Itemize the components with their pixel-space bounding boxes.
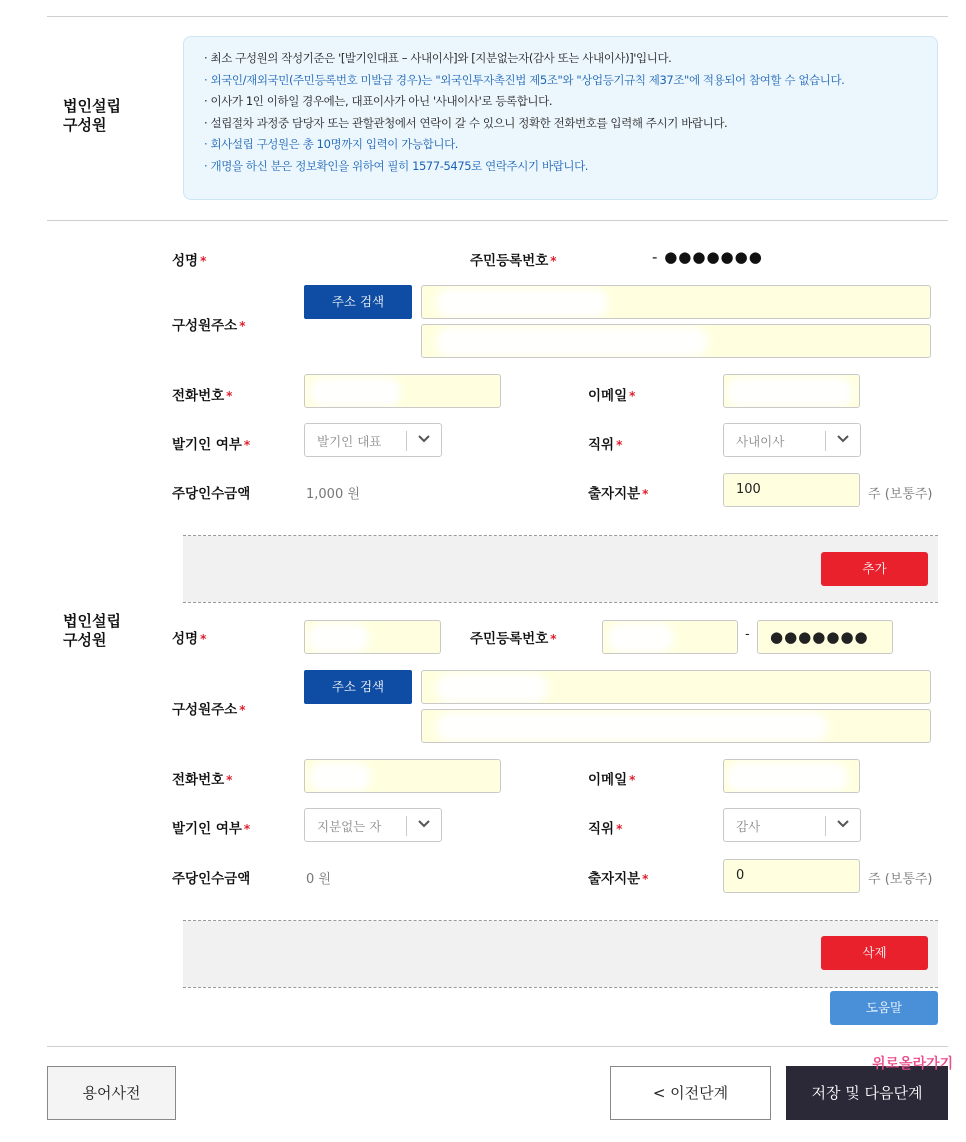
save-next-button[interactable]: 저장 및 다음단계 [786,1066,948,1120]
required-mark: * [642,872,649,886]
share-value: 100 [736,482,761,497]
share-label: 출자지분 * [588,486,649,502]
address-label: 구성원주소 * [172,702,246,718]
required-mark: * [616,438,623,452]
add-member-button[interactable]: 추가 [821,552,928,586]
info-line-2: · 외국인/재외국민(주민등록번호 미발급 경우)는 "외국인투자촉진법 제5조"와 "상업등기규칙 제37조"에 적용되어 참여할 수 없습니다. [204,72,845,87]
position-label: 직위 * [588,821,623,837]
address-search-button[interactable]: 주소 검색 [304,670,412,704]
promoter-select-value: 발기인 대표 [317,434,382,449]
share-field[interactable] [723,473,860,507]
position-select-value: 감사 [736,819,761,834]
promoter-label: 발기인 여부 * [172,821,251,837]
delete-member-button[interactable]: 삭제 [821,936,928,970]
required-mark: * [226,389,233,403]
prev-step-button[interactable]: < 이전단계 [610,1066,771,1120]
top-divider [47,16,948,17]
required-mark: * [550,632,557,646]
position-label: 직위 * [588,437,623,453]
phone-field[interactable] [304,374,501,408]
required-mark: * [239,319,246,333]
dictionary-button[interactable]: 용어사전 [47,1066,176,1120]
chevron-down-icon [836,816,850,830]
required-mark: * [616,822,623,836]
chevron-down-icon [836,431,850,445]
rrn-dash: - [745,627,750,642]
phone-field[interactable] [304,759,501,793]
dashed-divider [183,602,938,603]
price-value: 0 원 [306,872,331,887]
address-field-2[interactable] [421,324,931,358]
section-label-line1: 법인설립 [63,97,121,115]
position-select[interactable] [723,423,861,457]
info-line-3: · 이사가 1인 이하일 경우에는, 대표이사가 아닌 '사내이사'로 등록합니다. [204,94,553,108]
info-section-label [63,97,121,135]
section-label-line2: 구성원 [63,116,107,134]
rrn-back-masked: ●●●●●●● [770,628,869,646]
required-mark: * [642,487,649,501]
dashed-divider [183,987,938,988]
price-label: 주당인수금액 [172,871,251,887]
name-label: 성명 * [172,631,207,647]
rrn-masked: - ●●●●●●● [652,248,763,266]
address-label: 구성원주소 * [172,318,246,334]
email-field[interactable] [723,374,860,408]
name-label: 성명 * [172,253,207,269]
required-mark: * [200,632,207,646]
address-field-1[interactable] [421,285,931,319]
required-mark: * [226,773,233,787]
chevron-down-icon [417,816,431,830]
email-label: 이메일 * [588,772,636,788]
required-mark: * [629,773,636,787]
select-divider [406,816,407,836]
footer-divider [47,1046,948,1047]
info-line-5: · 회사설립 구성원은 총 10명까지 입력이 가능합니다. [204,137,459,151]
email-field[interactable] [723,759,860,793]
rrn-front-field[interactable] [602,620,738,654]
position-select[interactable] [723,808,861,842]
price-label: 주당인수금액 [172,486,251,502]
name-field[interactable] [304,620,441,654]
info-line-6: · 개명을 하신 분은 정보확인을 위하여 필히 1577-5475로 연락주시기 바랍니다. [204,158,589,173]
share-unit: 주 (보통주) [868,487,933,502]
chevron-down-icon [417,431,431,445]
info-line-4: · 설립절차 과정중 담당자 또는 관할관청에서 연락이 갈 수 있으니 정확한 전화번호를 입력해 주시기 바랍니다. [204,115,728,130]
select-divider [406,431,407,451]
address-field-1[interactable] [421,670,931,704]
help-button[interactable]: 도움말 [830,991,938,1025]
info-box [183,36,938,200]
member-section-label [63,612,121,650]
promoter-select-value: 지분없는 자 [317,819,382,834]
rrn-label: 주민등록번호 * [470,631,557,647]
required-mark: * [200,254,207,268]
promoter-label: 발기인 여부 * [172,437,251,453]
price-value: 1,000 원 [306,487,360,502]
share-unit: 주 (보통주) [868,872,933,887]
phone-label: 전화번호 * [172,388,233,404]
email-label: 이메일 * [588,388,636,404]
select-divider [825,431,826,451]
phone-label: 전화번호 * [172,772,233,788]
info-line-1: · 최소 구성원의 작성기준은 '[발기인대표 – 사내이사]와 [지분없는자(감사 또는 사내이사)]'입니다. [204,51,672,65]
rrn-back-masked: ●●●●●●● [664,248,763,266]
scroll-top-overlay[interactable]: 위로올라가기 [872,1056,954,1072]
promoter-select[interactable] [304,808,442,842]
section-divider [47,220,948,221]
position-select-value: 사내이사 [736,434,785,449]
rrn-label: 주민등록번호 * [470,253,557,269]
required-mark: * [239,703,246,717]
address-field-2[interactable] [421,709,931,743]
share-field[interactable] [723,859,860,893]
required-mark: * [243,822,251,836]
select-divider [825,816,826,836]
share-label: 출자지분 * [588,871,649,887]
section-label-line1: 법인설립 [63,612,121,630]
rrn-back-field[interactable] [757,620,893,654]
share-value: 0 [736,868,745,883]
address-search-button[interactable]: 주소 검색 [304,285,412,319]
required-mark: * [629,389,636,403]
section-label-line2: 구성원 [63,631,107,649]
required-mark: * [243,438,251,452]
promoter-select[interactable] [304,423,442,457]
required-mark: * [550,254,557,268]
